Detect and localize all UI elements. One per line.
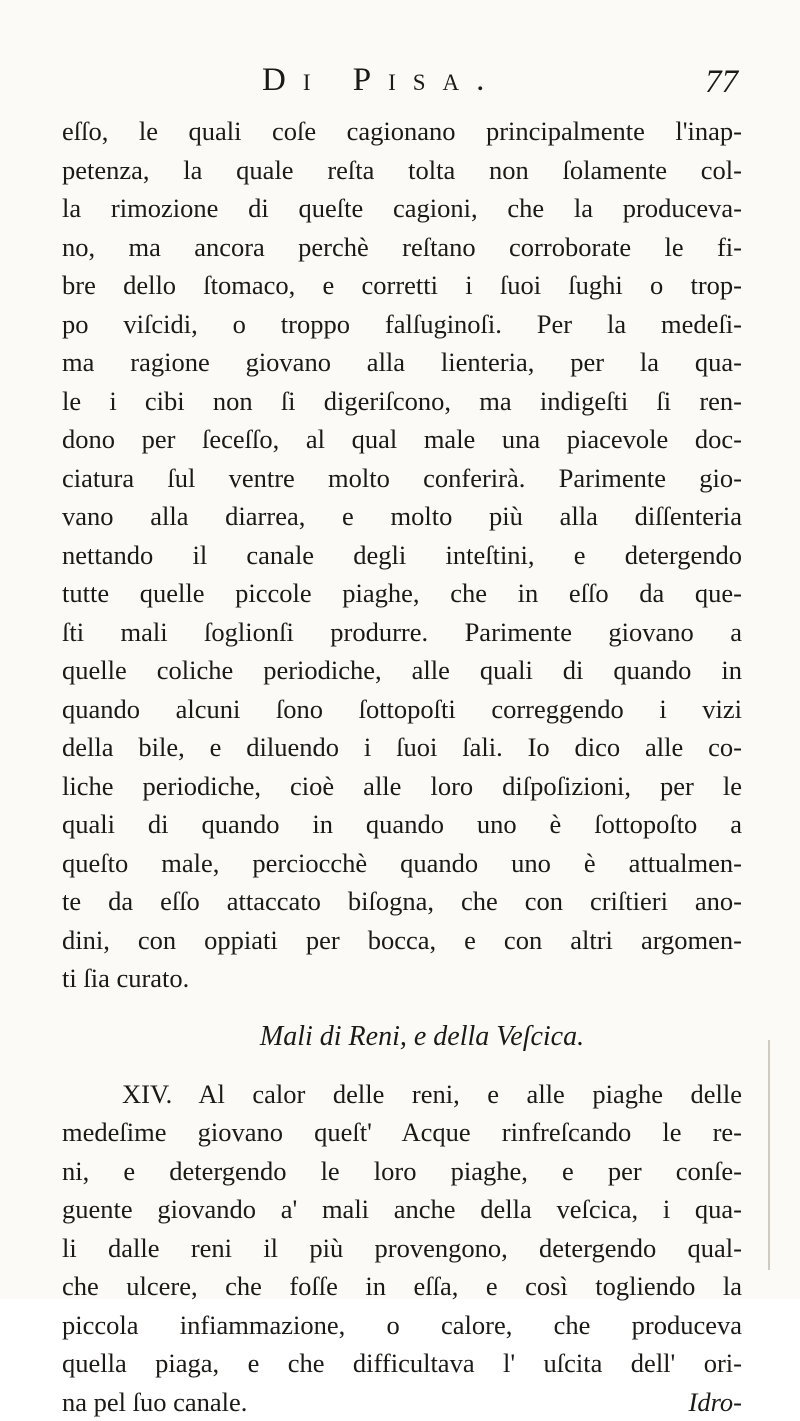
text-line: li dalle reni il più provengono, detergendo qual- bbox=[62, 1229, 742, 1268]
text-line: XIV. Al calor delle reni, e alle piaghe delle bbox=[62, 1075, 742, 1114]
paragraph-2 bbox=[62, 1075, 742, 1421]
text-line: ſti mali ſoglionſi produrre. Parimente giovano a bbox=[62, 613, 742, 652]
page-edge-shadow bbox=[768, 1040, 770, 1270]
text-line: che ulcere, che foſſe in eſſa, e così togliendo la bbox=[62, 1267, 742, 1306]
text-line: ti ſia curato. bbox=[62, 959, 742, 998]
text-line: tutte quelle piccole piaghe, che in eſſo da que- bbox=[62, 574, 742, 613]
text-line: po viſcidi, o troppo falſuginoſi. Per la medeſi- bbox=[62, 305, 742, 344]
text-line: eſſo, le quali coſe cagionano principalmente l'inap- bbox=[62, 112, 742, 151]
paragraph-1 bbox=[62, 112, 742, 998]
page-number: 77 bbox=[705, 64, 738, 101]
text-line: quelle coliche periodiche, alle quali di quando in bbox=[62, 651, 742, 690]
last-text-line bbox=[62, 1383, 742, 1421]
text-line: bre dello ſtomaco, e corretti i ſuoi ſughi o trop- bbox=[62, 266, 742, 305]
text-line: quella piaga, e che difficultava l' uſcita dell' ori- bbox=[62, 1344, 742, 1383]
running-head: Di Pisa. bbox=[262, 62, 501, 99]
text-line: no, ma ancora perchè reſtano corroborate le fi- bbox=[62, 228, 742, 267]
text-line: queſto male, perciocchè quando uno è attualmen- bbox=[62, 844, 742, 883]
text-line: le i cibi non ſi digeriſcono, ma indigeſti ſi ren- bbox=[62, 382, 742, 421]
body-text bbox=[62, 112, 742, 1421]
text-line: liche periodiche, cioè alle loro diſpoſizioni, per le bbox=[62, 767, 742, 806]
text-line: piccola infiammazione, o calore, che produceva bbox=[62, 1306, 742, 1345]
text-line: la rimozione di queſte cagioni, che la produceva- bbox=[62, 189, 742, 228]
catch-word: Idro- bbox=[689, 1383, 742, 1421]
text-line: ma ragione giovano alla lienteria, per la qua- bbox=[62, 343, 742, 382]
section-heading: Mali di Reni, e della Veſcica. bbox=[62, 998, 742, 1075]
text-line: dono per ſeceſſo, al qual male una piacevole doc- bbox=[62, 420, 742, 459]
text-line: quali di quando in quando uno è ſottopoſto a bbox=[62, 805, 742, 844]
text-line: nettando il canale degli inteſtini, e detergendo bbox=[62, 536, 742, 575]
text-line: te da eſſo attaccato biſogna, che con criſtieri ano- bbox=[62, 882, 742, 921]
text-line: petenza, la quale reſta tolta non ſolamente col- bbox=[62, 151, 742, 190]
text-line: ni, e detergendo le loro piaghe, e per conſe- bbox=[62, 1152, 742, 1191]
final-line-text: na pel ſuo canale. bbox=[62, 1383, 247, 1421]
text-line: guente giovando a' mali anche della veſcica, i qua- bbox=[62, 1190, 742, 1229]
text-line: quando alcuni ſono ſottopoſti correggendo i vizi bbox=[62, 690, 742, 729]
text-line: vano alla diarrea, e molto più alla diſſenteria bbox=[62, 497, 742, 536]
text-line: dini, con oppiati per bocca, e con altri argomen- bbox=[62, 921, 742, 960]
text-line: medeſime giovano queſt' Acque rinfreſcando le re- bbox=[62, 1113, 742, 1152]
text-line: ciatura ſul ventre molto conferirà. Parimente gio- bbox=[62, 459, 742, 498]
page-header bbox=[0, 62, 800, 106]
text-line: della bile, e diluendo i ſuoi ſali. Io dico alle co- bbox=[62, 728, 742, 767]
